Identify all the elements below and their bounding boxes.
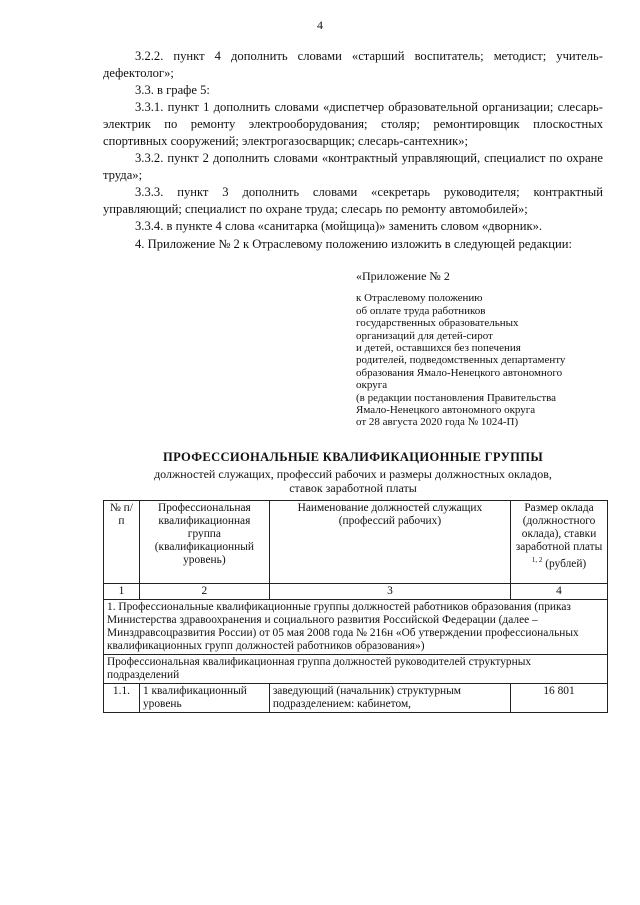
- qualification-table: [103, 500, 608, 713]
- page-number: 4: [317, 18, 323, 32]
- section-1-title: 1. Профессиональные квалификационные группы должностей работников образования (приказ Министерства здравоохранения и социального развития Российской Федерации (далее – Минздравсоцразвития России) от 05 мая 2008 года № 216н «Об утверждении профессиональных квалификационных групп должностей работников образования»): [104, 600, 608, 655]
- header-salary-text: Размер оклада (должностного оклада), ставки заработной платы: [515, 502, 603, 553]
- header-number: № п/п: [104, 501, 140, 584]
- appendix-line: (в редакции постановления Правительства: [356, 391, 557, 404]
- paragraph-4: 4. Приложение № 2 к Отраслевому положению изложить в следующей редакции:: [135, 237, 572, 251]
- row-number: 1.1.: [104, 684, 140, 713]
- paragraph-3-3-4: 3.3.4. в пункте 4 слова «санитарка (мойщица)» заменить словом «дворник».: [135, 219, 543, 233]
- column-number: 4: [511, 584, 608, 600]
- header-group: Профессиональная квалификационная группа (квалификационный уровень): [139, 501, 269, 584]
- table-number-row: [104, 584, 608, 600]
- table-subsection-row: [104, 655, 608, 684]
- appendix-line: государственных образовательных: [356, 317, 519, 330]
- appendix-line: и детей, оставшихся без попечения: [356, 342, 521, 355]
- header-salary: [511, 501, 608, 584]
- appendix-title: «Приложение № 2: [356, 269, 450, 283]
- row-positions: заведующий (начальник) структурным подразделением: кабинетом,: [269, 684, 510, 713]
- table-heading-title: ПРОФЕССИОНАЛЬНЫЕ КВАЛИФИКАЦИОННЫЕ ГРУППЫ: [162, 450, 543, 464]
- paragraph-3-2-2: 3.2.2. пункт 4 дополнить словами «старший воспитатель; методист; учитель-дефектолог»;: [103, 49, 603, 80]
- paragraph-3-3-2: 3.3.2. пункт 2 дополнить словами «контрактный управляющий, специалист по охране труда»;: [103, 151, 603, 182]
- table-header-row: [104, 501, 608, 584]
- subsection-title: Профессиональная квалификационная группа должностей руководителей структурных подразделений: [104, 655, 608, 684]
- column-number: 1: [104, 584, 140, 600]
- appendix-line: организаций для детей-сирот: [356, 329, 493, 342]
- appendix-line: округа: [356, 379, 388, 392]
- column-number: 3: [269, 584, 510, 600]
- table-row: [104, 684, 608, 713]
- table-heading-subtitle: [103, 467, 603, 495]
- appendix-line: от 28 августа 2020 года № 1024-П): [356, 416, 519, 429]
- appendix-line: об оплате труда работников: [356, 304, 486, 317]
- row-salary: 16 801: [511, 684, 608, 713]
- appendix-line: к Отраслевому положению: [356, 292, 483, 305]
- paragraph-3-3: 3.3. в графе 5:: [135, 83, 210, 97]
- appendix-line: родителей, подведомственных департаменту: [356, 354, 566, 367]
- appendix-block: [356, 270, 616, 429]
- column-number: 2: [139, 584, 269, 600]
- table-section-row: [104, 600, 608, 655]
- header-salary-footnote: 1, 2: [531, 556, 543, 564]
- subtitle-line: ставок заработной платы: [289, 481, 417, 495]
- header-positions: Наименование должностей служащих (профессий рабочих): [269, 501, 510, 584]
- subtitle-line: должностей служащих, профессий рабочих и размеры должностных окладов,: [154, 467, 552, 481]
- header-salary-unit: (рублей): [545, 557, 587, 570]
- appendix-line: Ямало-Ненецкого автономного округа: [356, 404, 536, 417]
- paragraph-3-3-1: 3.3.1. пункт 1 дополнить словами «диспетчер образовательной организации; слесарь-электрик по ремонту электрооборудования; столяр; ремонтировщик плоскостных спортивных сооружений; электрогазосварщик; слесарь-сантехник»;: [103, 100, 603, 148]
- paragraph-3-3-3: 3.3.3. пункт 3 дополнить словами «секретарь руководителя; контрактный управляющий; специалист по охране труда; слесарь по ремонту автомобилей»;: [103, 185, 603, 216]
- appendix-line: образования Ямало-Ненецкого автономного: [356, 366, 563, 379]
- row-group: 1 квалификационный уровень: [139, 684, 269, 713]
